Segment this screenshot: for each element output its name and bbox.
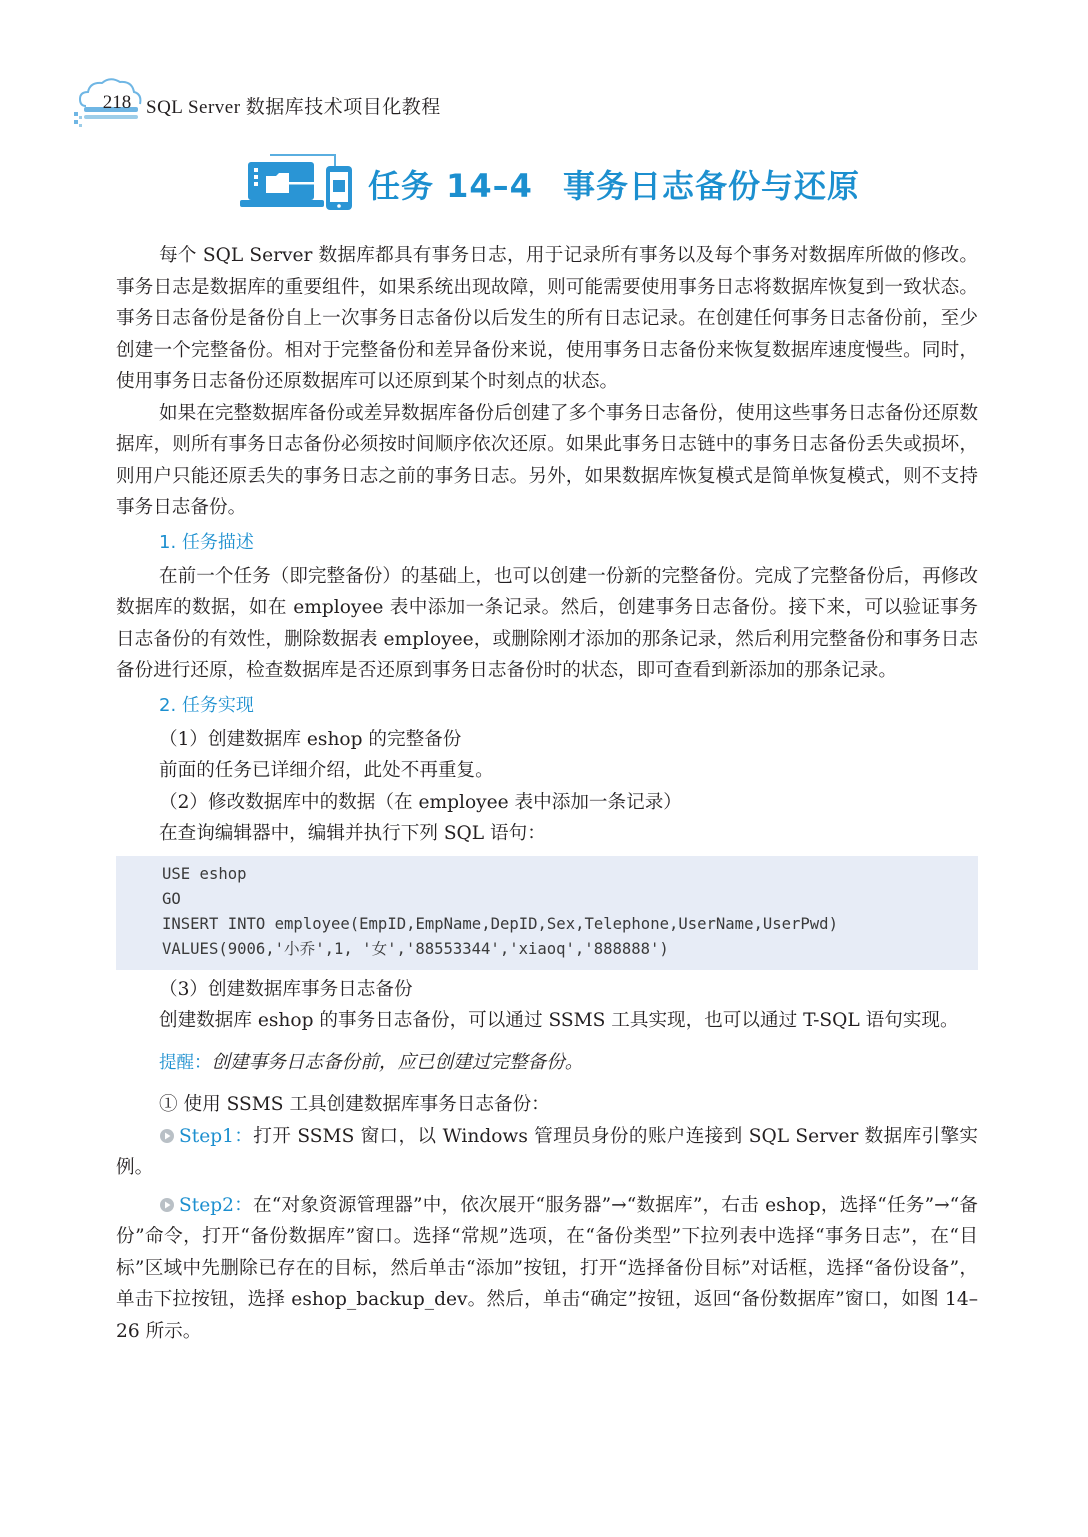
page-number: 218 <box>102 92 132 113</box>
code-line: GO <box>162 889 181 908</box>
task-title <box>368 161 860 207</box>
step-item-2-note: 在查询编辑器中，编辑并执行下列 SQL 语句： <box>159 823 546 844</box>
laptop-phone-icon <box>240 152 360 214</box>
sql-code-block <box>116 856 978 970</box>
task-name: 事务日志备份与还原 <box>562 167 860 205</box>
step2-label: Step2： <box>179 1194 253 1216</box>
step-item-3-note: 创建数据库 eshop 的事务日志备份，可以通过 SSMS 工具实现，也可以通过 T-SQL 语句实现。 <box>159 1010 959 1031</box>
tip-text: 创建事务日志备份前，应已创建过完整备份。 <box>211 1051 584 1073</box>
intro-paragraph-2: 如果在完整数据库备份或差异数据库备份后创建了多个事务日志备份，使用这些事务日志备份还原数据库，则所有事务日志备份必须按时间顺序依次还原。如果此事务日志链中的事务日志备份丢失或损坏，则用户只能还原丢失的事务日志之前的事务日志。另外，如果数据库恢复模式是简单恢复模式，则不支持事务日志备份。 <box>116 402 978 518</box>
intro-paragraph-1: 每个 SQL Server 数据库都具有事务日志，用于记录所有事务以及每个事务对数据库所做的修改。事务日志是数据库的重要组件，如果系统出现故障，则可能需要使用事务日志将数据库恢复到一致状态。事务日志备份是备份自上一次事务日志备份以后发生的所有日志记录。在创建任何事务日志备份前，至少创建一个完整备份。相对于完整备份和差异备份来说，使用事务日志备份来恢复数据库速度慢些。同时，使用事务日志备份还原数据库可以还原到某个时刻点的状态。 <box>116 245 978 392</box>
code-line: INSERT INTO employee(EmpID,EmpName,DepID,Sex,Telephone,UserName,UserPwd) <box>162 914 838 933</box>
task-number: 任务 14–4 <box>368 167 533 205</box>
section-heading-task-description: 1. 任务描述 <box>159 531 254 553</box>
step1-text: 打开 SSMS 窗口，以 Windows 管理员身份的账户连接到 SQL Server 数据库引擎实例。 <box>116 1125 978 1178</box>
play-circle-icon <box>159 1128 175 1144</box>
step-item-2: （2）修改数据库中的数据（在 employee 表中添加一条记录） <box>159 791 682 813</box>
step1-paragraph <box>116 1121 978 1184</box>
method-heading: ① 使用 SSMS 工具创建数据库事务日志备份： <box>159 1094 550 1115</box>
running-head <box>72 74 512 134</box>
section-heading-task-implementation: 2. 任务实现 <box>159 694 254 716</box>
play-circle-icon <box>159 1197 175 1213</box>
tip-note <box>116 1047 978 1080</box>
step-item-1-note: 前面的任务已详细介绍，此处不再重复。 <box>159 760 494 781</box>
step-item-1: （1）创建数据库 eshop 的完整备份 <box>159 728 462 750</box>
code-line: USE eshop <box>162 864 247 883</box>
task-description-paragraph: 在前一个任务（即完整备份）的基础上，也可以创建一份新的完整备份。完成了完整备份后，再修改数据库的数据，如在 employee 表中添加一条记录。然后，创建事务日志备份。接下来，可以验证事务日志备份的有效性，删除数据表 employee，或删除刚才添加的那条记录，然后利用完整备份和事务日志备份进行还原，检查数据库是否还原到事务日志备份时的状态，即可查看到新添加的那条记录。 <box>116 565 978 681</box>
book-title: SQL Server 数据库技术项目化教程 <box>146 97 441 118</box>
code-line: VALUES(9006,'小乔',1, '女','88553344','xiaoq','888888') <box>162 939 669 958</box>
tip-label: 提醒： <box>159 1052 212 1073</box>
step2-text: 在“对象资源管理器”中，依次展开“服务器”→“数据库”，右击 eshop，选择“任务”→“备份”命令，打开“备份数据库”窗口。选择“常规”选项，在“备份类型”下拉列表中选择“事务日志”，在“目标”区域中先删除已存在的目标，然后单击“添加”按钮，打开“选择备份目标”对话框，选择“备份设备”，单击下拉按钮，选择 eshop_backup_dev。然后，单击“确定”按钮，返回“备份数据库”窗口，如图 14–26 所示。 <box>116 1194 978 1342</box>
step1-label: Step1： <box>179 1125 254 1147</box>
step2-paragraph <box>116 1190 978 1348</box>
page-body <box>116 240 978 1347</box>
step-item-3: （3）创建数据库事务日志备份 <box>159 978 413 1000</box>
